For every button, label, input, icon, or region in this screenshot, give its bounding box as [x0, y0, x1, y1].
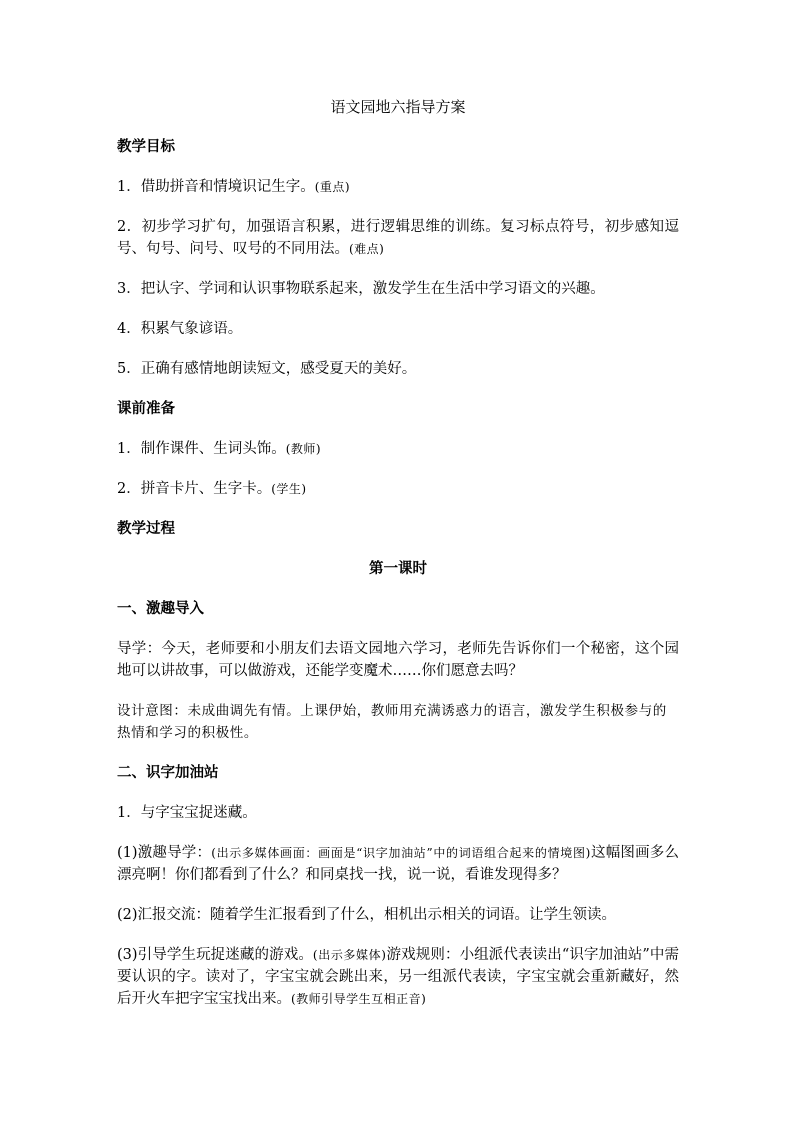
- goal-item-5: [117, 358, 679, 380]
- part2-step1-body: 这幅图画多么漂亮啊！你们都看到了什么？和同桌找一找，说一说，看谁发现得多？: [117, 845, 680, 883]
- goal-item-5-text: 5．正确有感情地朗读短文，感受夏天的美好。: [117, 361, 417, 377]
- process-heading: 教学过程: [117, 520, 175, 537]
- part2-step3-note1: (出示多媒体): [312, 948, 387, 962]
- prep-item-2: [117, 478, 679, 500]
- goal-item-1: [117, 176, 679, 198]
- prep-item-1-note: (教师): [285, 442, 322, 456]
- goal-item-2: [117, 216, 679, 260]
- prep-item-1-text: 1．制作课件、生词头饰。: [117, 441, 286, 457]
- part2-step1-lead: (1)激趣导学：: [117, 845, 212, 861]
- goals-heading: 教学目标: [117, 138, 175, 155]
- part2-step1-note: (出示多媒体画面：画面是“识字加油站”中的词语组合起来的情境图): [211, 846, 591, 860]
- prep-item-2-note: (学生): [271, 482, 307, 496]
- lesson-heading: 第一课时: [369, 560, 427, 577]
- document-title: 语文园地六指导方案: [330, 98, 466, 116]
- document-page: [117, 96, 679, 1028]
- part2-heading: 二、识字加油站: [117, 764, 219, 781]
- part2-step3: [117, 944, 679, 1010]
- goal-item-3-text: 3．把认字、学词和认识事物联系起来，激发学生在生活中学习语文的兴趣。: [117, 281, 605, 297]
- prep-item-1: [117, 438, 679, 460]
- part1-heading: 一、激趣导入: [117, 600, 204, 617]
- part2-step3-lead: (3)引导学生玩捉迷藏的游戏。: [117, 947, 313, 963]
- goal-item-1-text: 1．借助拼音和情境识记生字。: [117, 179, 315, 195]
- part1-intro: 导学：今天，老师要和小朋友们去语文园地六学习，老师先告诉你们一个秘密，这个园地可以讲故事，可以做游戏，还能学变魔术……你们愿意去吗？: [117, 641, 679, 679]
- goal-item-4-text: 4．积累气象谚语。: [117, 321, 243, 337]
- part2-sub1: 1．与字宝宝捉迷藏。: [117, 805, 257, 821]
- part2-step2: (2)汇报交流：随着学生汇报看到了什么，相机出示相关的词语。让学生领读。: [117, 907, 617, 923]
- goal-item-2-note: (难点): [349, 242, 385, 256]
- part2-step1: [117, 842, 679, 886]
- goal-item-1-note: (重点): [314, 180, 351, 194]
- part1-design-intent: 设计意图：未成曲调先有情。上课伊始，教师用充满诱惑力的语言，激发学生积极参与的热情和学习的积极性。: [117, 703, 667, 741]
- part2-step3-note2: (教师引导学生互相正音): [291, 992, 427, 1006]
- prep-heading: 课前准备: [117, 400, 175, 417]
- goal-item-4: [117, 318, 679, 340]
- part2-step3-body: 游戏规则：小组派代表读出“识字加油站”中需要认识的字。读对了，字宝宝就会跳出来，另一组派代表读，字宝宝就会重新藏好，然后开火车把字宝宝找出来。: [117, 947, 679, 1007]
- goal-item-2-text: 2．初步学习扩句，加强语言积累，进行逻辑思维的训练。复习标点符号，初步感知逗号、句号、问号、叹号的不同用法。: [117, 219, 679, 257]
- goal-item-3: [117, 278, 679, 300]
- prep-item-2-text: 2．拼音卡片、生字卡。: [117, 481, 272, 497]
